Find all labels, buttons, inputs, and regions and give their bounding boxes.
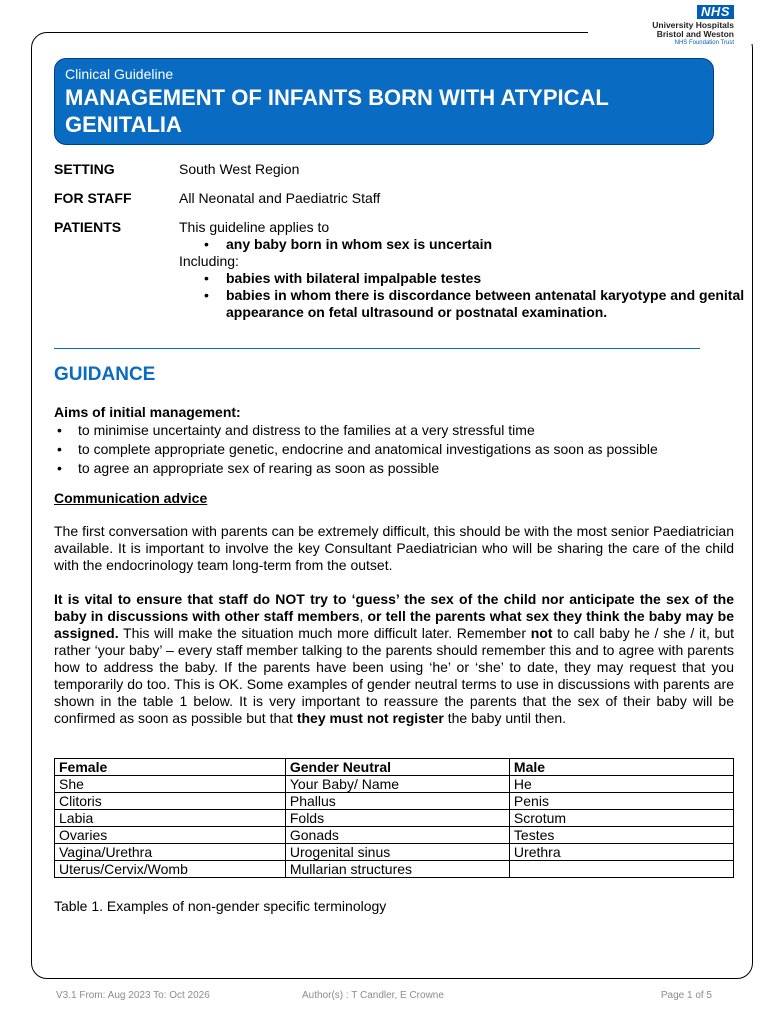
- terminology-table: [54, 758, 734, 878]
- aims-item: • to minimise uncertainty and distress to the families at a very stressful time: [54, 421, 734, 440]
- communication-title: Communication advice: [54, 490, 208, 506]
- table-cell: Urethra: [509, 844, 733, 861]
- table-cell: He: [509, 776, 733, 793]
- paragraph-1-text: The first conversation with parents can be extremely difficult, this should be with the most senior Paediatrician available. It is important to involve the key Consultant Paediatrician who will be sharing the care of the child with the endocrinology team long-term from the outset.: [54, 523, 734, 573]
- logo-line1: University Hospitals: [652, 20, 734, 30]
- table-cell: Testes: [509, 827, 733, 844]
- table-row: [55, 861, 734, 878]
- guidance-heading: GUIDANCE: [54, 364, 156, 385]
- table-cell: Folds: [285, 810, 509, 827]
- patients-including: Including:: [179, 253, 239, 269]
- para2-bold-4: they must not register: [296, 710, 444, 726]
- table-cell: Clitoris: [55, 793, 286, 810]
- setting-label: SETTING: [54, 161, 115, 177]
- footer-page: Page 1 of 5: [660, 990, 712, 1001]
- table-cell: Vagina/Urethra: [55, 844, 286, 861]
- table-header: Gender Neutral: [285, 759, 509, 776]
- table-cell: Urogenital sinus: [285, 844, 509, 861]
- table-cell: Ovaries: [55, 827, 286, 844]
- paragraph-2: [54, 591, 734, 727]
- table-cell: Your Baby/ Name: [285, 776, 509, 793]
- table-header-row: [55, 759, 734, 776]
- table-header: Female: [55, 759, 286, 776]
- aims-item: • to complete appropriate genetic, endocrine and anatomical investigations as soon as possible: [54, 440, 734, 459]
- section-divider: [54, 348, 700, 349]
- patients-bullet: • babies with bilateral impalpable testes: [179, 270, 759, 287]
- patients-bullet: • babies in whom there is discordance between antenatal karyotype and genital appearance on fetal ultrasound or postnatal examination.: [179, 287, 759, 321]
- footer-authors: Author(s) : T Candler, E Crowne: [302, 990, 444, 1001]
- title-box: [54, 58, 714, 145]
- nhs-badge: NHS: [697, 5, 734, 19]
- para2-text-3: to call baby he / she / it, but rather ‘your baby’ – every staff member talking to the parents should remember this and to agree with parents how to address the baby. If the parents have been using ‘he’ or ‘she’ to date, they may request that you temporarily do too. This is OK. Some examples of gender neutral terms to use in discussions with parents are shown in the table 1 below. It is very important to reassure the parents that the sex of their baby will be confirmed as soon as possible but that: [54, 625, 734, 726]
- staff-value: All Neonatal and Paediatric Staff: [179, 190, 381, 206]
- para2-bold-3: not: [530, 625, 553, 641]
- table-row: [55, 810, 734, 827]
- para2-text-4: the baby until then.: [443, 710, 567, 726]
- footer-version: V3.1 From: Aug 2023 To: Oct 2026: [56, 990, 210, 1001]
- table-caption: Table 1. Examples of non-gender specific terminology: [54, 898, 387, 914]
- table-cell: Scrotum: [509, 810, 733, 827]
- table-row: [55, 793, 734, 810]
- table-cell: Gonads: [285, 827, 509, 844]
- table-header: Male: [509, 759, 733, 776]
- guideline-label: Clinical Guideline: [65, 66, 174, 82]
- staff-label: FOR STAFF: [54, 190, 132, 206]
- table-cell: She: [55, 776, 286, 793]
- logo-line2: Bristol and Weston: [656, 29, 734, 39]
- aims-section: [54, 404, 734, 478]
- logo-line3: NHS Foundation Trust: [674, 40, 734, 46]
- aims-title: Aims of initial management:: [54, 404, 241, 420]
- para2-text-1: ,: [359, 608, 368, 624]
- patients-intro: This guideline applies to: [179, 219, 330, 235]
- table-row: [55, 827, 734, 844]
- table-cell: [509, 861, 733, 878]
- nhs-logo: [604, 3, 734, 47]
- table-row: [55, 844, 734, 861]
- para2-text-2: This will make the situation much more difficult later. Remember: [118, 625, 531, 641]
- table-row: [55, 776, 734, 793]
- table-cell: Penis: [509, 793, 733, 810]
- patients-label: PATIENTS: [54, 219, 122, 235]
- communication-heading: [54, 490, 734, 507]
- paragraph-1: [54, 523, 734, 574]
- setting-value: South West Region: [179, 161, 300, 177]
- aims-item: • to agree an appropriate sex of rearing as soon as possible: [54, 459, 734, 478]
- table-cell: Mullarian structures: [285, 861, 509, 878]
- para2-bold-2: or tell the parents what sex they think the baby may be assigned.: [54, 608, 734, 641]
- table-cell: Uterus/Cervix/Womb: [55, 861, 286, 878]
- para2-bold-1: It is vital to ensure that staff do NOT try to ‘guess’ the sex of the child nor anticipate the sex of the baby in discussions with other staff members: [54, 591, 734, 624]
- patients-value: [179, 219, 759, 321]
- patients-bullet: • any baby born in whom sex is uncertain: [179, 236, 759, 253]
- table-cell: Labia: [55, 810, 286, 827]
- table-cell: Phallus: [285, 793, 509, 810]
- page-title: MANAGEMENT OF INFANTS BORN WITH ATYPICAL GENITALIA: [65, 85, 609, 137]
